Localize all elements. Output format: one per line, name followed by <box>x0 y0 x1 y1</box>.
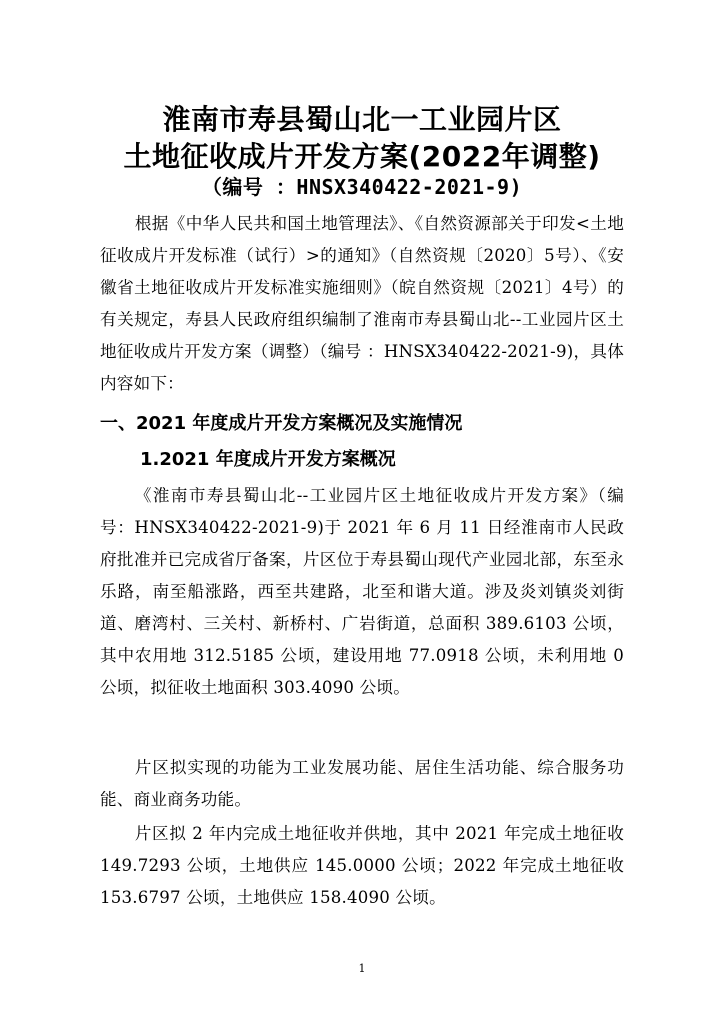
subsection-heading-1-1: 1.2021 年度成片开发方案概况 <box>140 449 396 470</box>
title-line-1: 淮南市寿县蜀山北一工业园片区 <box>162 103 562 136</box>
document-number: （编号 ：HNSX340422-2021-9) <box>201 175 523 199</box>
section-heading-1: 一、2021 年度成片开发方案概况及实施情况 <box>100 413 463 434</box>
schedule-paragraph: 片区拟 2 年内完成土地征收并供地，其中 2021 年完成土地征收 149.7293 公顷，土地供应 145.0000 公顷；2022 年完成土地征收 153.6797 公顷，土地供应 158.4090 公顷。 <box>100 824 624 907</box>
intro-paragraph: 根据《中华人民共和国土地管理法》、《自然资源部关于印发<土地征收成片开发标准（试行）>的通知》（自然资规〔2020〕5号）、《安徽省土地征收成片开发标准实施细则》（皖自然资规〔2021〕4号）的有关规定，寿县人民政府组织编制了淮南市寿县蜀山北--工业园片区土地征收成片开发方案（调整）（编号 ：HNSX340422-2021-9)，具体内容如下： <box>100 214 624 393</box>
page-number: 1 <box>358 962 366 975</box>
overview-paragraph: 《淮南市寿县蜀山北--工业园片区土地征收成片开发方案》（编号：HNSX340422-2021-9)于 2021 年 6 月 11 日经淮南市人民政府批准并已完成省厅备案，片区位于寿县蜀山现代产业园北部，东至永乐路，南至船涨路，西至共建路，北至和谐大道。涉及炎刘镇炎刘街道、磨湾村、三关村、新桥村、广岩街道，总面积 389.6103 公顷，其中农用地 312.5185 公顷，建设用地 77.0918 公顷，未利用地 0 公顷，拟征收土地面积 303.4090 公顷。 <box>100 486 624 697</box>
function-paragraph: 片区拟实现的功能为工业发展功能、居住生活功能、综合服务功能、商业商务功能。 <box>100 758 624 809</box>
title-line-2: 土地征收成片开发方案(2022年调整) <box>123 140 601 173</box>
